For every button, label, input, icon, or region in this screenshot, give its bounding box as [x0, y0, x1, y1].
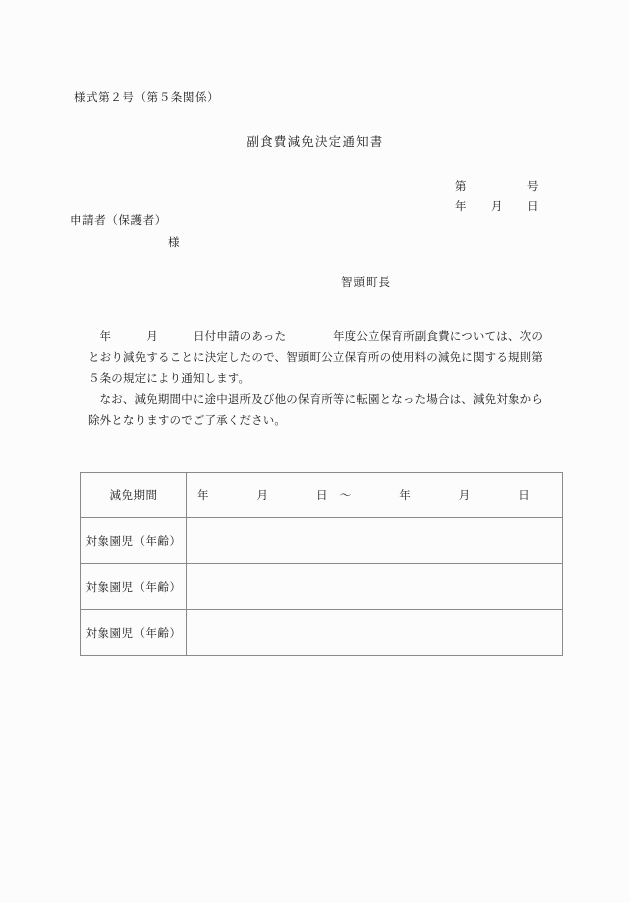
table-row-label: 対象園児（年齢） [81, 610, 187, 656]
applicant-label: 申請者（保護者） [70, 213, 167, 227]
document-title: 副食費減免決定通知書 [246, 134, 384, 149]
table-row-value[interactable] [187, 564, 563, 610]
table-row [81, 473, 563, 518]
table-row-value[interactable] [187, 518, 563, 564]
table-row-label: 対象園児（年齢） [81, 518, 187, 564]
document-date-line: 年 月 日 [455, 199, 539, 213]
applicant-honorific: 様 [168, 235, 181, 249]
table-row-value[interactable] [187, 610, 563, 656]
body-paragraph-1: 年 月 日付申請のあった 年度公立保育所副食費については、次のとおり減免することに決定したので、智頭町公立保育所の使用料の減免に関する規則第５条の規定により通知します。 [88, 329, 543, 385]
table-row [81, 518, 563, 564]
form-number: 様式第２号（第５条関係） [74, 90, 220, 104]
table-row-value[interactable]: 年 月 日 ～ 年 月 日 [187, 473, 563, 518]
issuer-name: 智頭町長 [341, 275, 391, 289]
document-number-line: 第 号 [455, 179, 539, 193]
reduction-table [80, 472, 563, 656]
table-row [81, 564, 563, 610]
table-row-label: 減免期間 [81, 473, 187, 518]
body-paragraph-2: なお、減免期間中に途中退所及び他の保育所等に転園となった場合は、減免対象から除外となりますのでご了承ください。 [88, 392, 543, 427]
document-meta [455, 176, 539, 216]
table-row-label: 対象園児（年齢） [81, 564, 187, 610]
table-row [81, 610, 563, 656]
document-body [88, 326, 543, 431]
